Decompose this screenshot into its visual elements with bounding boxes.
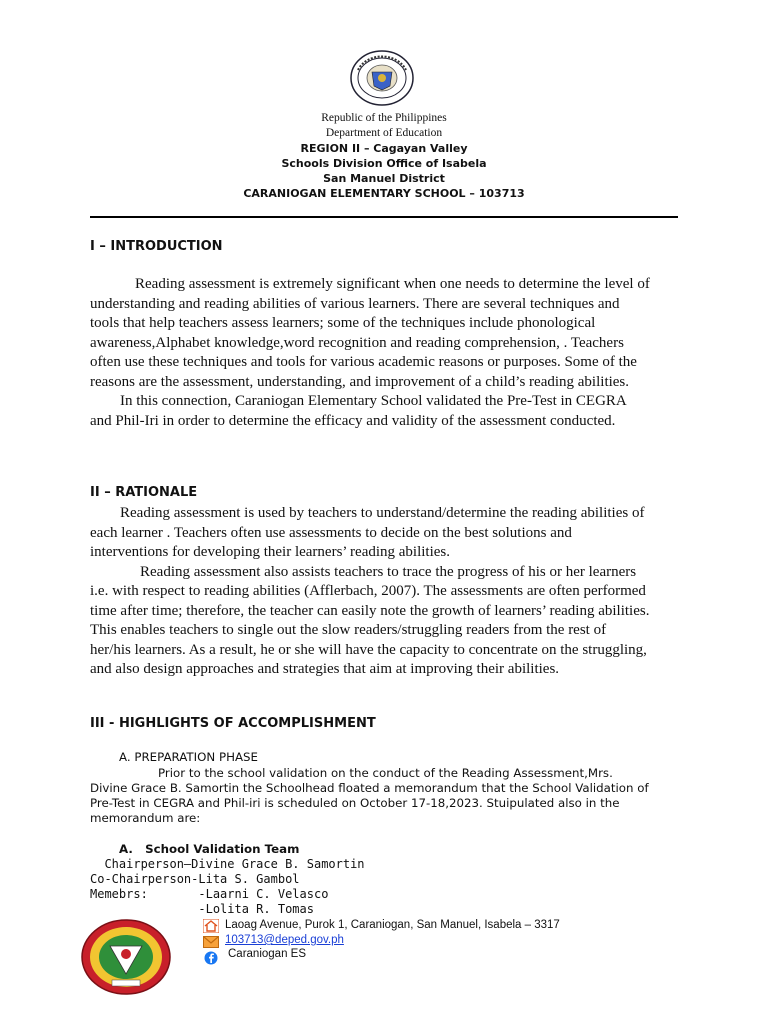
introduction-paragraph-2: In this connection, Caraniogan Elementary School validated the Pre-Test in CEGRA and Phil-Iri in order to determine the efficacy and validity of the assessment conducted. [90,393,626,429]
team-member-line: -Lolita R. Tomas [90,902,314,916]
validation-team-label: A. School Validation Team [119,842,300,856]
header-divider [90,216,678,218]
email-icon [203,935,219,949]
header-department: Department of Education [325,127,443,139]
team-member-line: Memebrs: -Laarni C. Velasco [90,887,329,901]
introduction-heading: I – INTRODUCTION [90,239,223,254]
introduction-body [90,275,650,431]
footer-address: Laoag Avenue, Purok 1, Caraniogan, San Manuel, Isabela – 3317 [225,919,560,931]
preparation-phase-label: A. PREPARATION PHASE [119,750,258,764]
rationale-heading: II – RATIONALE [90,485,198,500]
footer-facebook: Caraniogan ES [228,948,306,960]
rationale-paragraph-1: Reading assessment is used by teachers to understand/determine the reading abilities of each learner . Teachers often use assessments to decide on the best solutions and interventions for developing their learners’ reading abilities. [90,505,645,560]
header-region: REGION II – Cagayan Valley [300,142,468,155]
header-school: CARANIOGAN ELEMENTARY SCHOOL – 103713 [243,187,525,200]
header-district: San Manuel District [323,172,445,185]
highlights-heading: III - HIGHLIGHTS OF ACCOMPLISHMENT [90,716,376,731]
introduction-paragraph-1: Reading assessment is extremely significant when one needs to determine the level of understanding and reading abilities of various learners. There are several techniques and tools that help teachers assess learners; some of the techniques include phonological awareness,Alphabet knowledge,word recognition and reading comprehension, . Teachers often use these techniques and tools for various academic reasons or purposes. Some of the reasons are the assessment, understanding, and improvement of a child’s reading abilities. [90,276,650,390]
header-division: Schools Division Office of Isabela [281,157,487,170]
facebook-icon [203,951,219,965]
rationale-paragraph-2: Reading assessment also assists teachers to trace the progress of his or her learners i.e. with respect to reading abilities (Afflerbach, 2007). The assessments are often performed time after time; therefore, the teacher can easily note the growth of learners’ reading abilities. This enables teachers to single out the slow readers/struggling readers from the rest of her/his learners. As a result, he or she will have the capacity to concentrate on the struggling, and also design approaches and strategies that aim at improving their abilities. [90,563,650,677]
team-member-line: Chairperson—Divine Grace B. Samortin [90,857,365,871]
home-icon [203,919,219,933]
team-member-line: Co-Chairperson-Lita S. Gambol [90,872,300,886]
school-logo [80,918,172,996]
header-republic: Republic of the Philippines [321,112,447,124]
rationale-body [90,504,650,680]
deped-seal-logo [350,50,414,106]
preparation-phase-text: Prior to the school validation on the conduct of the Reading Assessment,Mrs. Divine Grace B. Samortin the Schoolhead floated a memorandum that the School Validation of Pre-Test in CEGRA and Phil-iri is scheduled on October 17-18,2023. Stuipulated also in the memorandum are: [90,766,649,825]
footer-email-link[interactable]: 103713@deped.gov.ph [225,934,344,946]
